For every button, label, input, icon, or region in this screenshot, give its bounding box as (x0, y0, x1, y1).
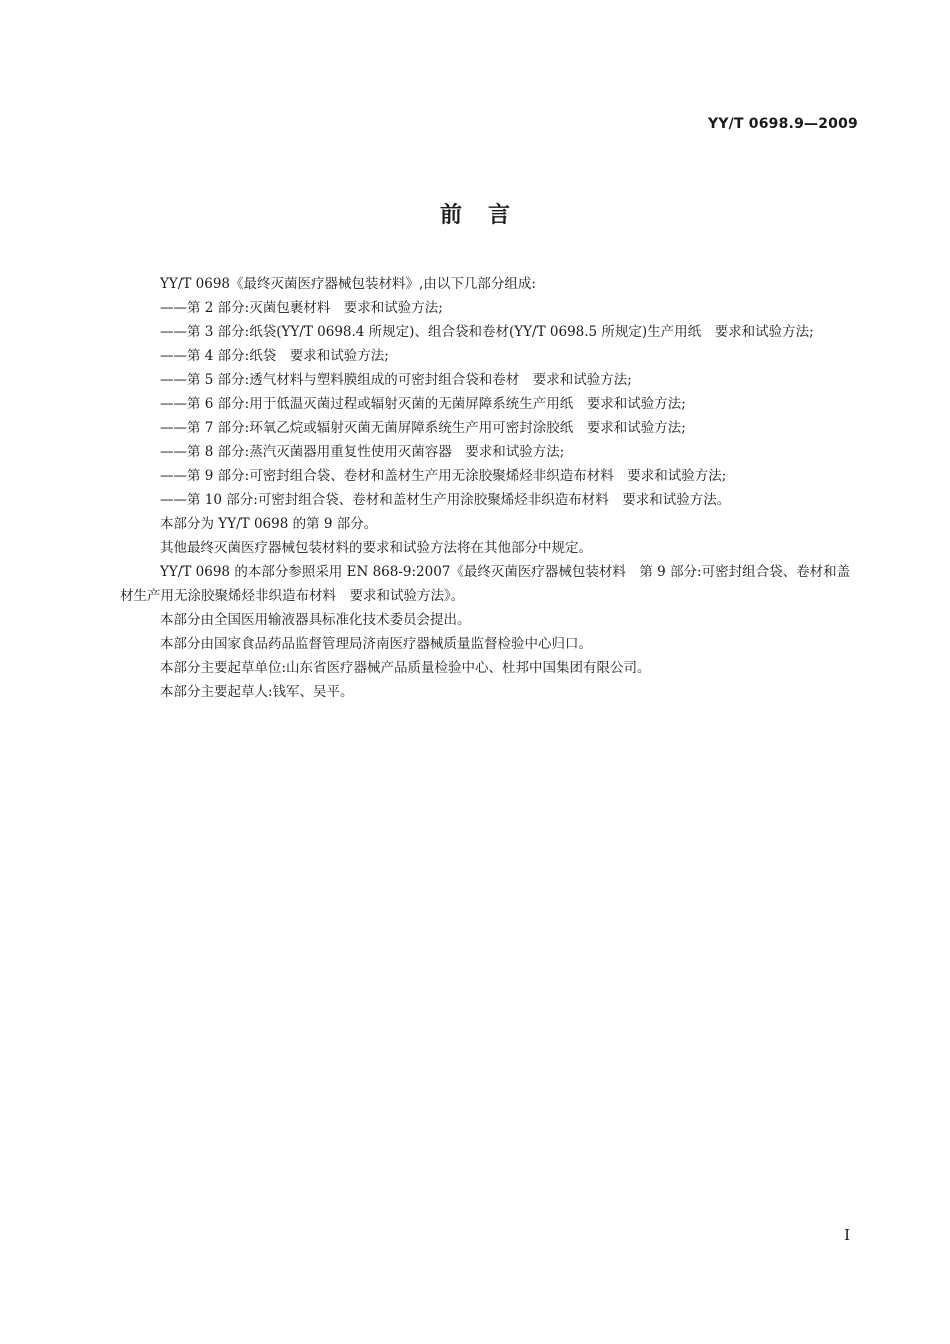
paragraph-administered-by: 本部分由国家食品药品监督管理局济南医疗器械质量监督检验中心归口。 (160, 636, 592, 652)
list-item-part-9: ——第 9 部分:可密封组合袋、卷材和盖材生产用无涂胶聚烯烃非织造布材料 要求和试验方法; (160, 468, 727, 484)
list-item-part-6: ——第 6 部分:用于低温灭菌过程或辐射灭菌的无菌屏障系统生产用纸 要求和试验方法; (160, 396, 686, 412)
page-title: 前言 (439, 203, 536, 228)
list-item-part-8: ——第 8 部分:蒸汽灭菌器用重复性使用灭菌容器 要求和试验方法; (160, 444, 565, 460)
standard-number: YY/T 0698.9—2009 (707, 116, 858, 132)
paragraph-drafting-units: 本部分主要起草单位:山东省医疗器械产品质量检验中心、杜邦中国集团有限公司。 (160, 660, 651, 676)
paragraph-other-parts: 其他最终灭菌医疗器械包装材料的要求和试验方法将在其他部分中规定。 (160, 540, 592, 556)
list-item-part-7: ——第 7 部分:环氧乙烷或辐射灭菌无菌屏障系统生产用可密封涂胶纸 要求和试验方法; (160, 420, 686, 436)
paragraph-part-number: 本部分为 YY/T 0698 的第 9 部分。 (160, 516, 378, 532)
list-item-part-4: ——第 4 部分:纸袋 要求和试验方法; (160, 348, 389, 364)
paragraph-drafters: 本部分主要起草人:钱军、吴平。 (160, 684, 354, 700)
list-item-part-10: ——第 10 部分:可密封组合袋、卷材和盖材生产用涂胶聚烯烃非织造布材料 要求和试验方法。 (160, 492, 731, 508)
list-item-part-5: ——第 5 部分:透气材料与塑料膜组成的可密封组合袋和卷材 要求和试验方法; (160, 372, 632, 388)
paragraph-proposed-by: 本部分由全国医用输液器具标准化技术委员会提出。 (160, 612, 471, 628)
list-item-part-3: ——第 3 部分:纸袋(YY/T 0698.4 所规定)、组合袋和卷材(YY/T 0698.5 所规定)生产用纸 要求和试验方法; (160, 324, 814, 340)
foreword-body (120, 272, 860, 704)
intro-paragraph: YY/T 0698《最终灭菌医疗器械包装材料》,由以下几部分组成: (160, 276, 536, 292)
list-item-part-2: ——第 2 部分:灭菌包裹材料 要求和试验方法; (160, 300, 443, 316)
page-number: I (844, 1226, 850, 1244)
paragraph-reference: YY/T 0698 的本部分参照采用 EN 868-9:2007《最终灭菌医疗器械包装材料 第 9 部分:可密封组合袋、卷材和盖材生产用无涂胶聚烯烃非织造布材料 要求和试验方法》。 (120, 564, 851, 604)
